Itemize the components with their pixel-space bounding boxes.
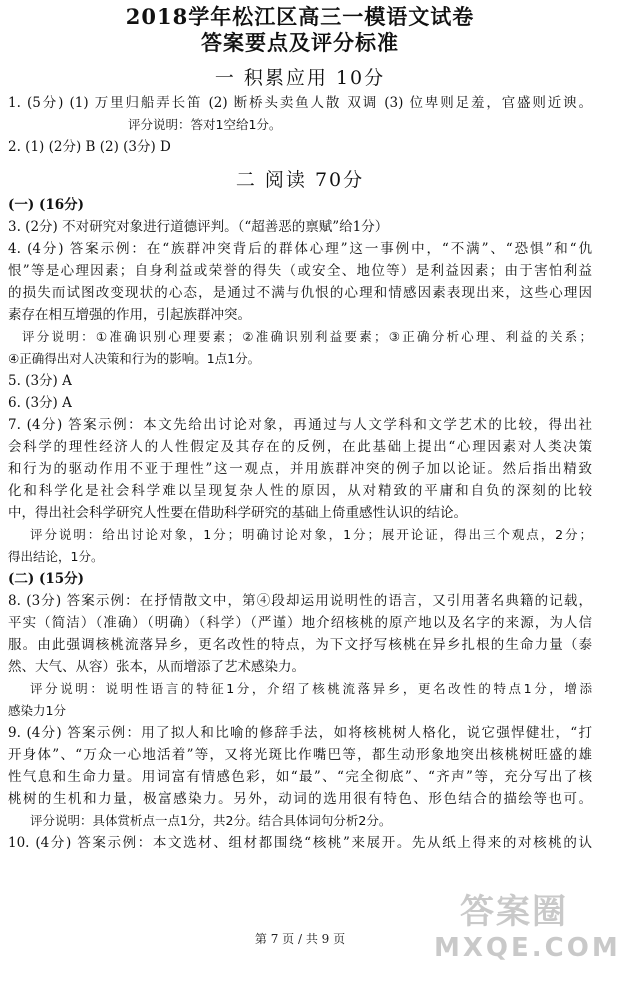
q4-line: 恨”等是心理因素；自身利益或荣誉的得失（或安全、地位等）是利益因素；由于害怕利益 bbox=[8, 263, 592, 279]
section1-heading: 一 积累应用 10分 bbox=[214, 67, 386, 89]
q10-line: 10. (4分) 答案示例：本文选材、组材都围绕“核桃”来展开。先从纸上得来的对核桃的认 bbox=[8, 835, 592, 851]
q2-answer: 2. (1) (2分) B (2) (3分) D bbox=[8, 139, 171, 155]
q7-line: 会科学的理性经济人的人性假定及其存在的反例，在此基础上提出“心理因素对人类决策 bbox=[8, 439, 592, 455]
q7-line: 和行为的驱动作用不亚于理性”这一观点，并用族群冲突的例子加以论证。然后指出精致 bbox=[8, 461, 592, 477]
q8-line: 平实（简洁）（准确）（明确）（科学）（严谨）地介绍核桃的原产地以及名字的来源，为人信 bbox=[8, 615, 592, 631]
q8-line: 然、大气、从容）张本，从而增添了艺术感染力。 bbox=[8, 659, 305, 675]
part2-heading: (二) (15分) bbox=[8, 571, 85, 587]
q1-answer: 1. (5分) (1) 万里归船弄长笛 (2) 断桥头卖鱼人散 双调 (3) 位卑则足羞，官盛则近谀。 bbox=[8, 95, 592, 111]
q4-line: 素存在相互增强的作用，引起族群冲突。 bbox=[8, 307, 251, 323]
q8-line: 服。由此强调核桃流落异乡，更名改性的特点，为下文抒写核桃在异乡扎根的生命力量（泰 bbox=[8, 637, 592, 653]
q3-answer: 3. (2分) 不对研究对象进行道德评判。（“超善恶的禀赋”给1分） bbox=[8, 219, 389, 235]
q8-note-line: 评分说明：说明性语言的特征1分，介绍了核桃流落异乡，更名改性的特点1分，增添 bbox=[30, 681, 592, 696]
q4-note-line: ④正确得出对人决策和行为的影响。1点1分。 bbox=[8, 351, 261, 366]
section2-heading: 二 阅读 70分 bbox=[235, 169, 365, 191]
q9-line: 开身体”、“万众一心地活着”等，又将光斑比作嘴巴等，都生动形象地突出核桃树旺盛的雄 bbox=[8, 747, 592, 763]
q6-answer: 6. (3分) A bbox=[8, 395, 72, 411]
q7-line: 7. (4分) 答案示例：本文先给出讨论对象，再通过与人文学科和文学艺术的比较，得出社 bbox=[8, 417, 592, 433]
page-footer: 第 7 页 / 共 9 页 bbox=[254, 932, 346, 946]
section2-content bbox=[0, 194, 600, 854]
q7-line: 中，得出社会科学研究人性要在借助科学研究的基础上倚重感性认识的结论。 bbox=[8, 505, 467, 521]
q4-note-line: 评分说明：①准确识别心理要素；②准确识别利益要素；③正确分析心理、利益的关系； bbox=[22, 329, 592, 344]
watermark-line1: 答案圈 bbox=[460, 892, 568, 932]
q9-line: 桃树的生机和力量，极富感染力。另外，动词的选用很有特色、形色结合的描绘等也可。 bbox=[8, 791, 592, 807]
q4-line: 的损失而试图改变现状的心态，是通过不满与仇恨的心理和情感因素表现出来，这些心理因 bbox=[8, 285, 592, 301]
q7-line: 化和科学化是社会科学难以呈现复杂人性的原因，从对精致的平庸和自负的深刻的比较 bbox=[8, 483, 592, 499]
watermark-line2: MXQE.COM bbox=[434, 933, 621, 963]
q5-answer: 5. (3分) A bbox=[8, 373, 72, 389]
q9-line: 9. (4分) 答案示例：用了拟人和比喻的修辞手法，如将核桃树人格化，说它强悍健壮，“打 bbox=[8, 725, 592, 741]
q8-note-line: 感染力1分 bbox=[8, 703, 66, 718]
q7-note-line: 评分说明：给出讨论对象，1分；明确讨论对象，1分；展开论证，得出三个观点，2分； bbox=[30, 527, 592, 542]
part1-heading: (一) (16分) bbox=[8, 197, 85, 213]
doc-title-line2: 答案要点及评分标准 bbox=[201, 30, 399, 55]
q9-line: 性气息和生命力量。用词富有情感色彩，如“最”、“完全彻底”、“齐声”等，充分写出了核 bbox=[8, 769, 592, 785]
doc-title-line1: 2018学年松江区高三一模语文试卷 bbox=[125, 4, 475, 29]
section1-content bbox=[0, 92, 600, 158]
q8-line: 8. (3分) 答案示例：在抒情散文中，第④段却运用说明性的语言，又引用著名典籍的记载， bbox=[8, 593, 592, 609]
q1-note: 评分说明：答对1空给1分。 bbox=[128, 117, 282, 132]
q9-note: 评分说明：具体赏析点一点1分，共2分。结合具体词句分析2分。 bbox=[30, 813, 392, 828]
q7-note-line: 得出结论，1分。 bbox=[8, 549, 104, 564]
watermark-logo bbox=[434, 892, 621, 976]
q4-line: 4. (4分) 答案示例：在“族群冲突背后的群体心理”这一事例中，“不满”、“恐惧”和“仇 bbox=[8, 241, 592, 257]
